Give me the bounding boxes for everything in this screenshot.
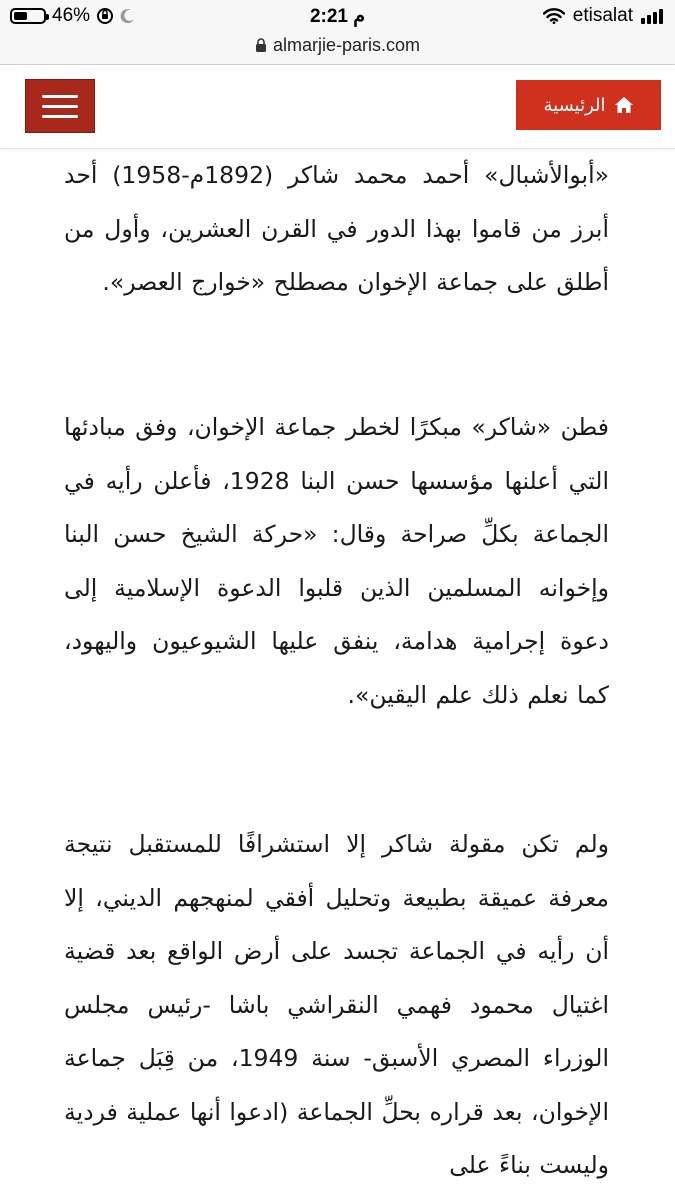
status-bar	[0, 0, 675, 34]
site-header	[0, 65, 675, 149]
article-body	[0, 148, 675, 1200]
wifi-icon	[543, 8, 565, 24]
article-paragraph: فطن «شاكر» مبكرًا لخطر جماعة الإخوان، وفق مبادئها التي أعلنها مؤسسها حسن البنا 1928، فأعلن رأيه في الجماعة بكلِّ صراحة وقال: «حركة الشيخ حسن البنا وإخوانه المسلمين الذين قلبوا الدعوة الإسلامية إلى دعوة إجرامية هدامة، ينفق عليها الشيوعيون واليهود، كما نعلم ذلك علم اليقين».	[64, 413, 609, 709]
status-right	[543, 5, 663, 27]
signal-icon	[641, 8, 663, 24]
lock-icon	[255, 38, 267, 53]
hamburger-icon-bar	[42, 95, 78, 98]
url-text: almarjie-paris.com	[272, 35, 421, 55]
article-paragraph: ولم تكن مقولة شاكر إلا استشرافًا للمستقبل نتيجة معرفة عميقة بطبيعة وتحليل أفقي لمنهجهم الديني، إلا أن رأيه في الجماعة تجسد على أرض الواقع بعد قضية اغتيال محمود فهمي النقراشي باشا -رئيس مجلس الوزراء المصري الأسبق- سنة 1949، من قِبَل جماعة الإخوان، بعد قراره بحلِّ الجماعة (ادعوا أنها عملية فردية وليست بناءً على	[64, 830, 609, 1179]
carrier-name: etisalat	[572, 5, 633, 26]
menu-button[interactable]	[25, 79, 95, 133]
hamburger-icon-bar	[42, 105, 78, 108]
home-label: الرئيسية	[543, 94, 606, 116]
home-button[interactable]	[516, 80, 661, 130]
battery-percent: 46%	[52, 5, 91, 26]
address-bar[interactable]	[0, 34, 675, 65]
home-icon	[614, 96, 634, 114]
clock: 2:21 م	[309, 6, 366, 27]
article-paragraph: «أبوالأشبال» أحمد محمد شاكر (1892م-1958) أحد أبرز من قاموا بهذا الدور في القرن العشرين، وأول من أطلق على جماعة الإخوان مصطلح «خوارج العصر».	[64, 161, 610, 296]
hamburger-icon-bar	[42, 115, 78, 118]
